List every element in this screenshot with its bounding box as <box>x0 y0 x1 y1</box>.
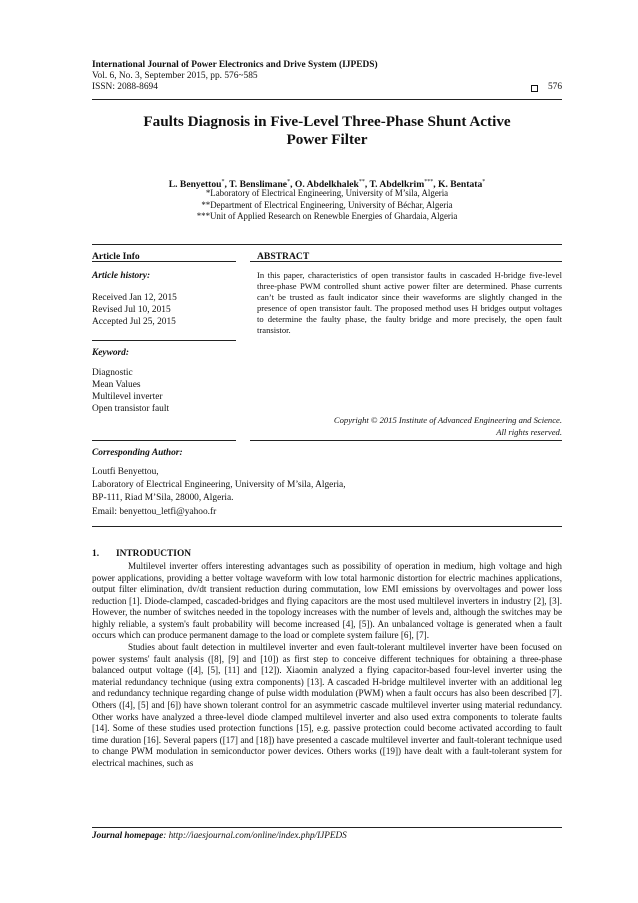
copyright-line: All rights reserved. <box>496 427 562 438</box>
copyright <box>257 414 562 438</box>
corresponding-heading: Corresponding Author: <box>92 448 183 458</box>
copyright-line: Copyright © 2015 Institute of Advanced Engineering and Science. <box>333 415 562 425</box>
affiliation: *Laboratory of Electrical Engineering, University of M’sila, Algeria <box>205 188 449 198</box>
keyword-rule <box>92 340 236 341</box>
keyword-heading: Keyword: <box>92 348 129 358</box>
page-number: 576 <box>547 82 562 93</box>
author: L. Benyettou* <box>168 179 225 191</box>
corresponding-details <box>92 466 562 519</box>
abstract-text: In this paper, characteristics of open transistor faults in cascaded H-bridge five-level three-phase PWM controlled shunt active power filter are determined. Phase currents can’t be trusted as fault indicator since their waveforms are slightly changed in the presence of open transistor fault. The proposed method uses H bridges output voltages to determine the faulty phase, the faulty bridge and more precisely, the open fault transistor. <box>257 270 562 335</box>
body-paragraph: Multilevel inverter offers interesting advantages such as possibility of operation in medium, high voltage and high power applications, providing a better voltage waveform with low total harmonic distortion for electric machines applications, output filter elimination, dv/dt transient reduction during commutation, low EMI emissions by overvoltages and power loss reduction [1]. Diode-clamped, cascaded-bridges and flying capacitors are the most used multilevel inverters in industry [2], [3]. However, the number of switches needed in the topology increases with the number of levels and, although the switches may be highly reliable, a system's fault probability will become increased [4], [5]). An unbalanced voltage is generated when a fault occurs which can produce permanent damage to the load or complete system failure [6], [7]. <box>92 561 562 641</box>
homepage-colon: : <box>163 830 169 840</box>
author: O. Abdelkhalek** <box>294 179 365 191</box>
paper-title <box>92 113 562 149</box>
author: T. Benslimane* <box>229 179 291 191</box>
history-item: Revised Jul 10, 2015 <box>92 305 171 315</box>
page-number-wrap <box>531 82 562 93</box>
square-bullet-icon <box>531 85 538 92</box>
journal-homepage <box>92 830 347 840</box>
title-line-1: Faults Diagnosis in Five-Level Three-Phase Shunt Active <box>143 113 511 130</box>
history-heading: Article history: <box>92 271 151 281</box>
journal-header <box>92 60 562 94</box>
affiliations <box>92 188 562 223</box>
keyword: Multilevel inverter <box>92 392 163 402</box>
info-top-rule <box>92 244 562 245</box>
journal-name: International Journal of Power Electronics and Drive System (IJPEDS) <box>92 60 378 70</box>
issn-row <box>92 82 562 93</box>
keyword-list <box>92 367 169 415</box>
section-title: INTRODUCTION <box>116 549 192 559</box>
body-paragraph: Studies about fault detection in multilevel inverter and even fault-tolerant multilevel inverter have been focused on power systems' fault analysis ([8], [9] and [10]) as first step to conceive different techniques for obtaining a three-phase balanced output voltage ([4], [5], [11] and [12]). Xiaomin analyzed a flying capacitor-based four-level inverter using the material redundancy technique (using extra components) [13]. A cascaded H-bridge multilevel inverter with an additional leg and redundancy technique regarding change of pulse width modulation (PWM) when a fault occurs has also been described [7]. Others ([4], [5] and [6]) have shown tolerant control for an asymmetric cascade multilevel inverter using material redundancy. Other works have analyzed a three-level diode clamped multilevel inverter and also used extra components to tolerate faults [14]. Some of these studies used protection functions [15], e.g. passive protection could become activated according to fault time duration [16]. Several papers ([17] and [18]) have presented a cascade multilevel inverter and fault-tolerant technique used to change PWM modulation in semiconductor power devices. Others works ([19]) have dealt with a fault-tolerant system for electrical machines, such as <box>92 642 562 768</box>
corresponding-bottom-rule <box>92 526 562 527</box>
article-info-heading: Article Info <box>92 251 140 262</box>
history-item: Accepted Jul 25, 2015 <box>92 317 176 327</box>
keyword: Mean Values <box>92 380 141 390</box>
homepage-link[interactable]: http://iaesjournal.com/online/index.php/IJPEDS <box>168 830 347 840</box>
author: K. Bentata* <box>438 179 486 191</box>
corresponding-rule-left <box>92 440 236 441</box>
homepage-label: Journal homepage <box>92 830 164 840</box>
issn: ISSN: 2088-8694 <box>92 82 158 93</box>
history-list <box>92 292 177 328</box>
corresponding-line: Laboratory of Electrical Engineering, University of M’sila, Algeria, <box>92 480 346 491</box>
history-item: Received Jan 12, 2015 <box>92 293 177 303</box>
header-rule <box>92 99 562 100</box>
corresponding-email: Email: benyettou_letfi@yahoo.fr <box>92 506 217 517</box>
author: T. Abdelkrim*** <box>369 179 434 191</box>
corresponding-line: BP-111, Riad M’Sila, 28000, Algeria. <box>92 493 234 504</box>
footer-rule <box>92 827 562 828</box>
title-line-2: Power Filter <box>286 131 368 149</box>
keyword: Open transistor fault <box>92 404 170 414</box>
keyword: Diagnostic <box>92 368 133 378</box>
author-list: L. Benyettou*, T. Benslimane*, O. Abdelkhalek**, T. Abdelkrim***, K. Bentata* <box>168 179 486 191</box>
volume-line: Vol. 6, No. 3, September 2015, pp. 576~585 <box>92 71 258 82</box>
abstract-heading: ABSTRACT <box>257 251 310 262</box>
affiliation: **Department of Electrical Engineering, University of Béchar, Algeria <box>201 199 453 210</box>
section-body <box>92 561 562 769</box>
corresponding-line: Loutfi Benyettou, <box>92 467 159 477</box>
section-number: 1. <box>92 549 100 559</box>
corresponding-rule-right <box>250 440 562 441</box>
affiliation: ***Unit of Applied Research on Renewble Energies of Ghardaia, Algeria <box>196 211 458 222</box>
section-heading <box>92 549 191 559</box>
